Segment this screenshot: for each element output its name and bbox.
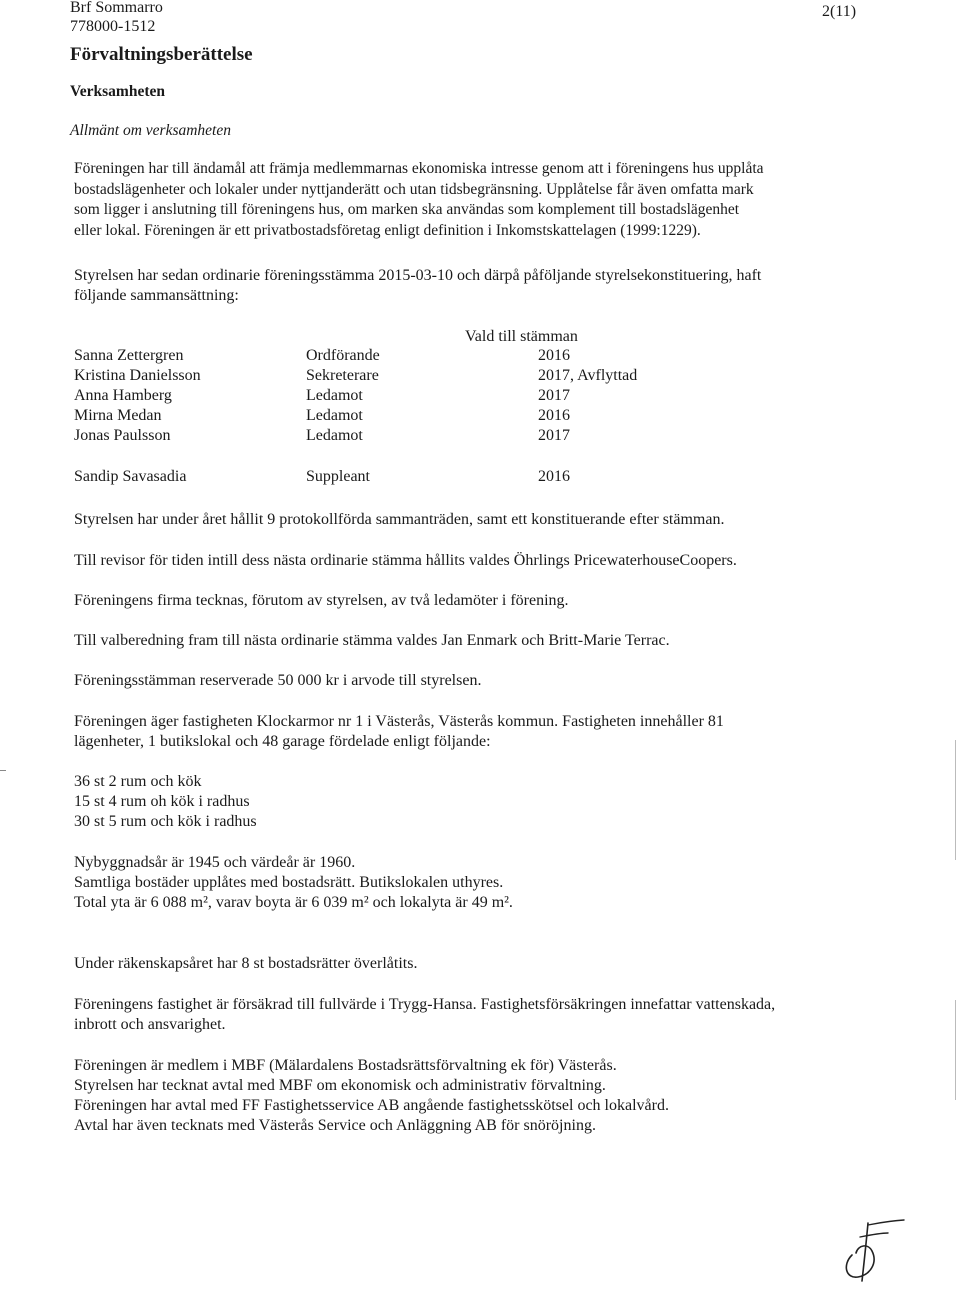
insurance-line: Föreningens fastighet är försäkrad till fullvärde i Trygg-Hansa. Fastighetsförsäkringen innefattar vattenskada, — [74, 996, 776, 1013]
meetings-text: Styrelsen har under året hållit 9 protokollförda sammanträden, samt ett konstituerande efter stämman. — [74, 511, 725, 528]
intro-line: som ligger i anslutning till föreningens hus, om marken ska användas som komplement till bostadslägenhet — [74, 201, 740, 218]
property-line: Föreningen äger fastigheten Klockarmor nr 1 i Västerås, Västerås kommun. Fastigheten innehåller 81 — [74, 713, 724, 730]
document-title: Förvaltningsberättelse — [70, 44, 253, 65]
org-name: Brf Sommarro — [70, 0, 163, 16]
fee-text: Föreningsstämman reserverade 50 000 kr i arvode till styrelsen. — [74, 672, 482, 689]
fee-statement — [74, 671, 874, 691]
member-elected: 2017 — [538, 387, 570, 404]
apartment-distribution — [74, 772, 874, 832]
agreement-line: Avtal har även tecknats med Västerås Service och Anläggning AB för snöröjning. — [74, 1117, 596, 1134]
org-number: 778000-1512 — [70, 18, 156, 35]
insurance-line: inbrott och ansvarighet. — [74, 1016, 226, 1033]
member-role: Ledamot — [306, 427, 363, 444]
page-number: 2(11) — [822, 3, 857, 20]
member-name: Sanna Zettergren — [74, 347, 184, 364]
subsection-heading: Allmänt om verksamheten — [70, 122, 231, 139]
intro-paragraph — [74, 159, 874, 241]
nomination-statement — [74, 631, 874, 651]
agreements-paragraph — [74, 1056, 874, 1136]
handwritten-initials — [838, 1215, 910, 1285]
member-role: Ordförande — [306, 347, 380, 364]
property-facts — [74, 853, 874, 913]
distribution-item: 15 st 4 rum oh kök i radhus — [74, 793, 250, 810]
member-elected: 2017, Avflyttad — [538, 367, 638, 384]
member-elected: 2016 — [538, 407, 570, 424]
property-fact: Total yta är 6 088 m², varav boyta är 6 039 m² och lokalyta är 49 m². — [74, 894, 513, 911]
scan-mark — [0, 770, 6, 771]
signatory-statement — [74, 591, 874, 611]
section-heading: Verksamheten — [70, 83, 166, 100]
member-elected: 2016 — [538, 347, 570, 364]
property-fact: Samtliga bostäder upplåtes med bostadsrätt. Butikslokalen uthyres. — [74, 874, 504, 891]
auditor-text: Till revisor för tiden intill dess nästa ordinarie stämma hållits valdes Öhrlings PricewaterhouseCoopers. — [74, 552, 737, 569]
member-name: Kristina Danielsson — [74, 367, 201, 384]
member-role: Ledamot — [306, 407, 363, 424]
board-intro-line: Styrelsen har sedan ordinarie föreningsstämma 2015-03-10 och därpå påföljande styrelsekonstituering, haft — [74, 267, 762, 284]
member-name: Mirna Medan — [74, 407, 162, 424]
intro-line: Föreningen har till ändamål att främja medlemmarnas ekonomiska intresse genom att i föreningens hus upplåta — [74, 160, 764, 177]
scan-edge-line — [955, 1000, 956, 1100]
nomination-text: Till valberedning fram till nästa ordinarie stämma valdes Jan Enmark och Britt-Marie Terrac. — [74, 632, 670, 649]
deputy-role: Suppleant — [306, 468, 370, 485]
deputy-name: Sandip Savasadia — [74, 468, 187, 485]
meetings-statement — [74, 510, 874, 530]
transfers-text: Under räkenskapsåret har 8 st bostadsrätter överlåtits. — [74, 955, 418, 972]
elected-column-header: Vald till stämman — [465, 328, 578, 345]
property-paragraph — [74, 712, 874, 752]
agreement-line: Föreningen har avtal med FF Fastighetsservice AB angående fastighetsskötsel och lokalvård. — [74, 1097, 669, 1114]
agreement-line: Styrelsen har tecknat avtal med MBF om ekonomisk och administrativ förvaltning. — [74, 1077, 606, 1094]
board-intro-paragraph — [74, 266, 874, 306]
insurance-paragraph — [74, 995, 874, 1035]
member-elected: 2017 — [538, 427, 570, 444]
member-role: Sekreterare — [306, 367, 379, 384]
property-line: lägenheter, 1 butikslokal och 48 garage fördelade enligt följande: — [74, 733, 491, 750]
agreement-line: Föreningen är medlem i MBF (Mälardalens Bostadsrättsförvaltning ek för) Västerås. — [74, 1057, 617, 1074]
board-intro-line: följande sammansättning: — [74, 287, 239, 304]
auditor-statement — [74, 551, 874, 571]
property-fact: Nybyggnadsår är 1945 och värdeår är 1960. — [74, 854, 356, 871]
member-name: Anna Hamberg — [74, 387, 172, 404]
intro-line: bostadslägenheter och lokaler under nyttjanderätt och utan tidsbegränsning. Upplåtelse får även omfatta mark — [74, 180, 754, 198]
distribution-item: 36 st 2 rum och kök — [74, 773, 202, 790]
member-name: Jonas Paulsson — [74, 427, 171, 444]
member-role: Ledamot — [306, 387, 363, 404]
signatory-text: Föreningens firma tecknas, förutom av styrelsen, av två ledamöter i förening. — [74, 592, 569, 609]
transfers-statement — [74, 954, 874, 974]
intro-line: eller lokal. Föreningen är ett privatbostadsföretag enligt definition i Inkomstskattelagen (1999:1229). — [74, 221, 701, 239]
distribution-item: 30 st 5 rum och kök i radhus — [74, 813, 257, 830]
scan-edge-line — [955, 740, 956, 860]
deputy-elected: 2016 — [538, 468, 570, 485]
